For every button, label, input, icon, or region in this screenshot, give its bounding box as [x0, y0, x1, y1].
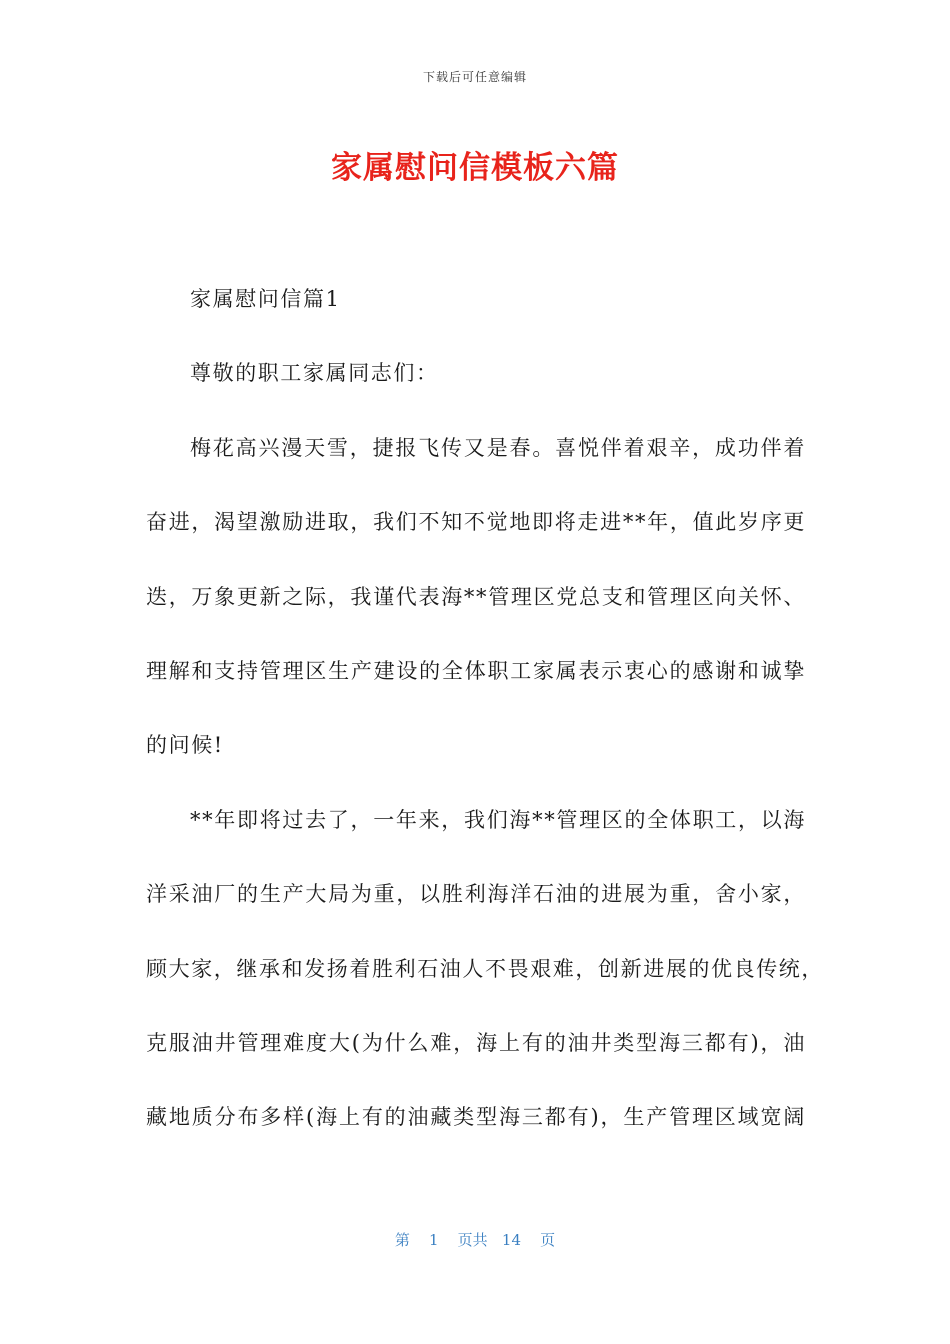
footer-page-suffix: 页 — [540, 1231, 556, 1249]
paragraph-line: 克服油井管理难度大(为什么难，海上有的油井类型海三都有)，油 — [146, 1030, 806, 1055]
document-body — [146, 278, 824, 1171]
paragraph-line: 洋采油厂的生产大局为重，以胜利海洋石油的进展为重，舍小家， — [146, 882, 806, 907]
paragraph-line: 梅花高兴漫天雪，捷报飞传又是春。喜悦伴着艰辛，成功伴着 — [190, 435, 806, 460]
paragraph-line: 理解和支持管理区生产建设的全体职工家属表示衷心的感谢和诚挚 — [146, 658, 806, 683]
header-note: 下载后可任意编辑 — [422, 70, 527, 84]
paragraph-line: 的问候! — [146, 733, 224, 758]
paragraph-line: 奋进，渴望激励进取，我们不知不觉地即将走进**年，值此岁序更 — [146, 510, 806, 535]
paragraph-line: **年即将过去了，一年来，我们海**管理区的全体职工，以海 — [190, 807, 806, 832]
page-footer — [0, 1229, 950, 1250]
salutation: 尊敬的职工家属同志们： — [190, 361, 439, 386]
footer-page-prefix: 第 — [394, 1231, 410, 1249]
section-heading: 家属慰问信篇1 — [190, 287, 341, 311]
paragraph-line: 迭，万象更新之际，我谨代表海**管理区党总支和管理区向关怀、 — [146, 584, 806, 609]
document-title: 家属慰问信模板六篇 — [331, 150, 619, 186]
footer-page-middle: 页共 — [457, 1231, 488, 1249]
paragraph-line: 顾大家，继承和发扬着胜利石油人不畏艰难，创新进展的优良传统， — [146, 956, 824, 981]
paragraph-line: 藏地质分布多样(海上有的油藏类型海三都有)，生产管理区域宽阔 — [146, 1105, 806, 1130]
footer-page-number: 1 — [428, 1231, 439, 1249]
footer-page-total: 14 — [501, 1231, 522, 1249]
